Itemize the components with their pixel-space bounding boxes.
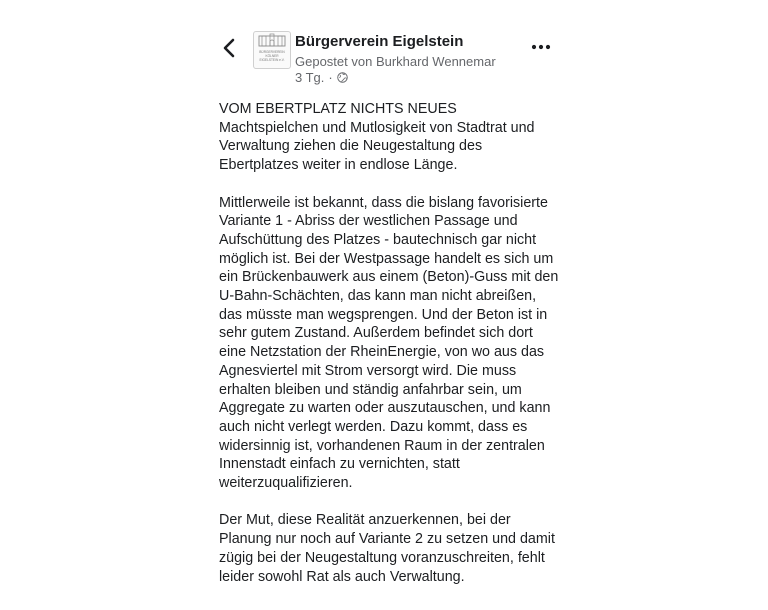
post-text-line: eine Netzstation der RheinEnergie, von wo aus das [219, 344, 545, 361]
post-text-line: leider sowohl Rat als auch Verwaltung. [219, 568, 465, 585]
post-time[interactable]: 3 Tg. [295, 70, 325, 85]
post-text-line: U-Bahn-Schächten, das kann man nicht abreißen, [219, 288, 537, 305]
post-text-line: weiterzuqualifizieren. [219, 475, 353, 492]
post-text-line: Aggregate zu warten oder auszutauschen, und kann [219, 400, 551, 417]
post-text-line: das müsste man wegsprengen. Und der Beton ist in [219, 306, 548, 323]
post-text-line: Machtspielchen und Mutlosigkeit von Stadtrat und [219, 119, 535, 136]
post-text-line: Verwaltung ziehen die Neugestaltung des [219, 138, 483, 155]
post-text-line: Planung nur noch auf Variante 2 zu setzen und damit [219, 531, 555, 548]
post-text-line: Innenstadt einfach zu vernichten, statt [219, 456, 460, 473]
post-text-line: VOM EBERTPLATZ NICHTS NEUES [219, 101, 457, 117]
post-text-line: Der Mut, diese Realität anzuerkennen, bei der [219, 512, 511, 529]
paragraph-spacer [219, 493, 564, 512]
page-logo [254, 32, 290, 68]
logo-text-line-3: EIGELSTEIN e.V. [259, 58, 285, 62]
back-button[interactable] [219, 37, 241, 59]
post-text-line: widersinnig ist, vorhandenen Raum in der zentralen [219, 437, 545, 454]
avatar[interactable] [253, 31, 291, 69]
more-options-button[interactable] [531, 40, 551, 54]
post-paragraph [219, 511, 564, 586]
post-text-line: Mittlerweile ist bekannt, dass die bislang favorisierte [219, 194, 548, 211]
globe-icon [337, 72, 348, 83]
posted-by: Gepostet von Burkhard Wennemar [295, 54, 496, 69]
paragraph-spacer [219, 175, 564, 194]
post-text-line: erhalten bleiben und ständig anfahrbar sein, um [219, 381, 522, 398]
chevron-left-icon [219, 37, 241, 59]
page-name[interactable]: Bürgerverein Eigelstein [295, 33, 464, 50]
post-text-line: Agnesviertel mit Strom versorgt wird. Die muss [219, 362, 517, 379]
post-meta [295, 70, 348, 85]
post-text-line: Aufschüttung des Platzes - bautechnisch gar nicht [219, 231, 537, 248]
post-paragraph [219, 194, 564, 493]
post-text-line: Ebertplatzes weiter in endlose Länge. [219, 157, 458, 174]
post-text-line: ein Brückenbauwerk aus einem (Beton)-Guss mit den [219, 269, 559, 286]
post-text-line: sehr gutem Zustand. Außerdem befindet sich dort [219, 325, 533, 342]
post-body [219, 100, 564, 586]
post-text-line: auch nicht verlegt werden. Dazu kommt, dass es [219, 418, 528, 435]
post-text-line: möglich ist. Bei der Westpassage handelt es sich um [219, 250, 554, 267]
logo-text-line-2: KÖLNER [265, 54, 279, 58]
post-text-line: zügig bei der Neugestaltung voranzuschreiten, fehlt [219, 549, 545, 566]
meta-separator: · [328, 70, 333, 85]
post-paragraph [219, 100, 564, 175]
post-text-line: Variante 1 - Abriss der westlichen Passage und [219, 213, 518, 230]
more-horizontal-icon [531, 40, 551, 54]
logo-text-line-1: BÜRGERVEREIN [259, 50, 285, 54]
